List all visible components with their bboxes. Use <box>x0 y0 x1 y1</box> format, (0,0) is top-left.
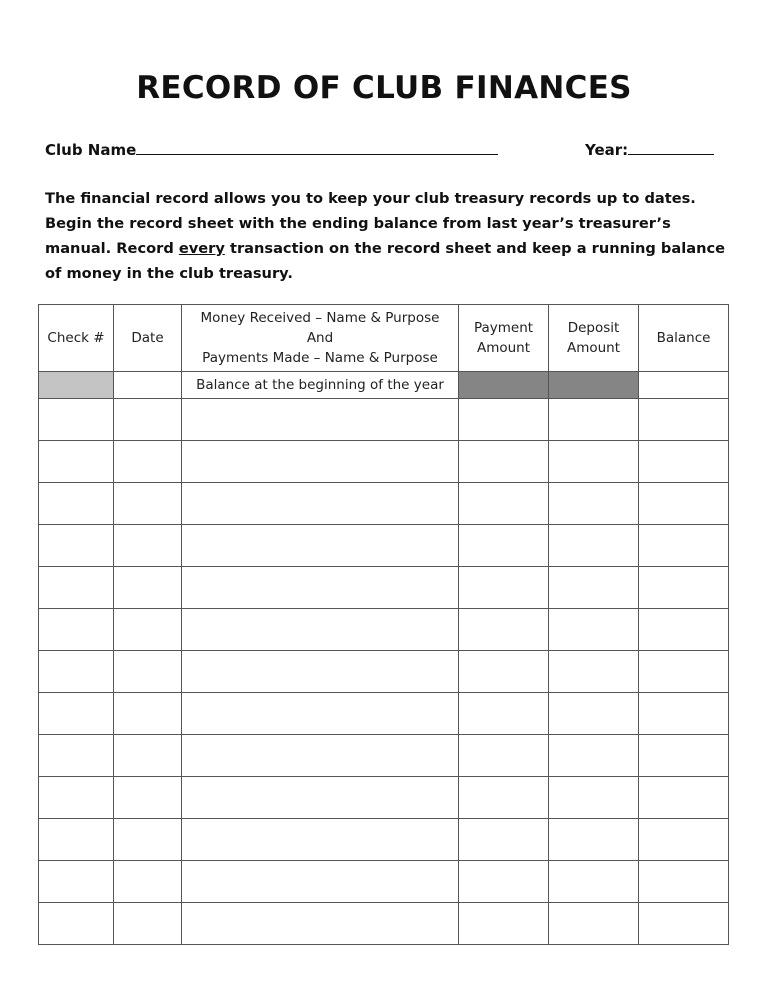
payment-amount-cell[interactable] <box>459 651 549 693</box>
balance-cell[interactable] <box>639 567 729 609</box>
date-cell[interactable] <box>114 861 182 903</box>
date-cell[interactable] <box>114 777 182 819</box>
check-number-cell[interactable] <box>39 693 114 735</box>
check-number-cell[interactable] <box>39 777 114 819</box>
deposit-amount-cell[interactable] <box>549 525 639 567</box>
club-name-field <box>45 140 498 159</box>
balance-cell[interactable] <box>639 399 729 441</box>
payment-amount-cell[interactable] <box>459 819 549 861</box>
payment-amount-cell[interactable] <box>459 483 549 525</box>
date-cell[interactable] <box>114 735 182 777</box>
description-cell[interactable] <box>182 903 459 945</box>
payment-amount-cell[interactable] <box>459 399 549 441</box>
ledger-entry-row <box>39 567 729 609</box>
deposit-amount-cell[interactable] <box>549 567 639 609</box>
check-number-cell[interactable] <box>39 609 114 651</box>
ledger-entry-row <box>39 525 729 567</box>
header-date: Date <box>114 305 182 372</box>
header-payment-amount <box>459 305 549 372</box>
page-title: RECORD OF CLUB FINANCES <box>136 70 632 106</box>
description-cell[interactable] <box>182 735 459 777</box>
balance-cell[interactable] <box>639 609 729 651</box>
check-number-cell[interactable] <box>39 651 114 693</box>
header-row <box>39 305 729 372</box>
description-cell[interactable] <box>182 609 459 651</box>
deposit-amount-cell[interactable] <box>549 399 639 441</box>
check-number-cell[interactable] <box>39 399 114 441</box>
instructions-text-1: The financial record allows you to keep your club treasury records up to dates. Begin the record sheet with the ending balance from last year’s treasurer’s manual. Record <box>45 190 696 257</box>
description-cell[interactable] <box>182 819 459 861</box>
date-cell[interactable] <box>114 903 182 945</box>
balance-cell[interactable] <box>639 651 729 693</box>
ledger-entry-row <box>39 693 729 735</box>
description-cell[interactable] <box>182 399 459 441</box>
balance-cell[interactable] <box>639 861 729 903</box>
ledger-entry-row <box>39 819 729 861</box>
deposit-amount-cell[interactable] <box>549 777 639 819</box>
header-payment-line2: Amount <box>476 340 531 356</box>
year-label: Year: <box>585 141 629 159</box>
beginning-balance-cell[interactable] <box>639 372 729 399</box>
check-number-cell[interactable] <box>39 903 114 945</box>
payment-amount-cell[interactable] <box>459 861 549 903</box>
description-cell[interactable] <box>182 441 459 483</box>
deposit-amount-cell[interactable] <box>549 651 639 693</box>
description-cell[interactable] <box>182 861 459 903</box>
header-description-line1: Money Received – Name & Purpose <box>200 310 440 326</box>
shaded-cell <box>39 372 114 399</box>
finance-ledger-table <box>38 304 729 945</box>
date-cell[interactable] <box>114 399 182 441</box>
payment-amount-cell[interactable] <box>459 441 549 483</box>
club-name-blank[interactable] <box>136 140 498 155</box>
ledger-entry-row <box>39 735 729 777</box>
instructions-paragraph <box>45 186 735 286</box>
payment-amount-cell[interactable] <box>459 903 549 945</box>
deposit-amount-cell[interactable] <box>549 693 639 735</box>
ledger-entry-row <box>39 609 729 651</box>
header-deposit-amount <box>549 305 639 372</box>
header-description <box>182 305 459 372</box>
description-cell[interactable] <box>182 525 459 567</box>
instructions-emphasis: every <box>178 240 225 257</box>
ledger-entry-row <box>39 483 729 525</box>
payment-amount-cell[interactable] <box>459 609 549 651</box>
description-cell[interactable] <box>182 693 459 735</box>
check-number-cell[interactable] <box>39 735 114 777</box>
date-cell[interactable] <box>114 609 182 651</box>
beginning-balance-row <box>39 372 729 399</box>
header-payment-line1: Payment <box>473 320 534 336</box>
balance-cell[interactable] <box>639 693 729 735</box>
header-description-line3: Payments Made – Name & Purpose <box>202 350 438 366</box>
club-name-label: Club Name <box>45 141 137 159</box>
shaded-cell <box>459 372 549 399</box>
balance-cell[interactable] <box>639 735 729 777</box>
instructions-text-2: transaction on the record sheet and keep a running balance of money in the club treasury. <box>45 240 726 282</box>
deposit-amount-cell[interactable] <box>549 861 639 903</box>
deposit-amount-cell[interactable] <box>549 735 639 777</box>
date-cell[interactable] <box>114 651 182 693</box>
header-balance: Balance <box>639 305 729 372</box>
deposit-amount-cell[interactable] <box>549 903 639 945</box>
balance-cell[interactable] <box>639 819 729 861</box>
date-cell[interactable] <box>114 372 182 399</box>
date-cell[interactable] <box>114 567 182 609</box>
payment-amount-cell[interactable] <box>459 525 549 567</box>
year-field <box>585 140 714 159</box>
header-deposit-line2: Amount <box>566 340 621 356</box>
date-cell[interactable] <box>114 819 182 861</box>
description-cell[interactable] <box>182 777 459 819</box>
check-number-cell[interactable] <box>39 567 114 609</box>
deposit-amount-cell[interactable] <box>549 441 639 483</box>
deposit-amount-cell[interactable] <box>549 483 639 525</box>
balance-cell[interactable] <box>639 525 729 567</box>
date-cell[interactable] <box>114 693 182 735</box>
ledger-entry-row <box>39 399 729 441</box>
payment-amount-cell[interactable] <box>459 777 549 819</box>
balance-cell[interactable] <box>639 777 729 819</box>
payment-amount-cell[interactable] <box>459 567 549 609</box>
check-number-cell[interactable] <box>39 819 114 861</box>
balance-cell[interactable] <box>639 903 729 945</box>
date-cell[interactable] <box>114 483 182 525</box>
ledger-entry-row <box>39 861 729 903</box>
payment-amount-cell[interactable] <box>459 735 549 777</box>
deposit-amount-cell[interactable] <box>549 819 639 861</box>
check-number-cell[interactable] <box>39 861 114 903</box>
header-deposit-line1: Deposit <box>567 320 620 336</box>
year-blank[interactable] <box>628 140 714 155</box>
deposit-amount-cell[interactable] <box>549 609 639 651</box>
date-cell[interactable] <box>114 441 182 483</box>
balance-cell[interactable] <box>639 441 729 483</box>
description-cell[interactable] <box>182 567 459 609</box>
check-number-cell[interactable] <box>39 525 114 567</box>
description-cell[interactable] <box>182 651 459 693</box>
check-number-cell[interactable] <box>39 441 114 483</box>
shaded-cell <box>549 372 639 399</box>
ledger-entry-row <box>39 903 729 945</box>
ledger-entry-row <box>39 777 729 819</box>
ledger-entry-row <box>39 441 729 483</box>
ledger-entry-row <box>39 651 729 693</box>
payment-amount-cell[interactable] <box>459 693 549 735</box>
date-cell[interactable] <box>114 525 182 567</box>
beginning-balance-label: Balance at the beginning of the year <box>182 372 459 399</box>
header-description-line2: And <box>306 330 334 346</box>
header-check-number: Check # <box>39 305 114 372</box>
check-number-cell[interactable] <box>39 483 114 525</box>
balance-cell[interactable] <box>639 483 729 525</box>
description-cell[interactable] <box>182 483 459 525</box>
